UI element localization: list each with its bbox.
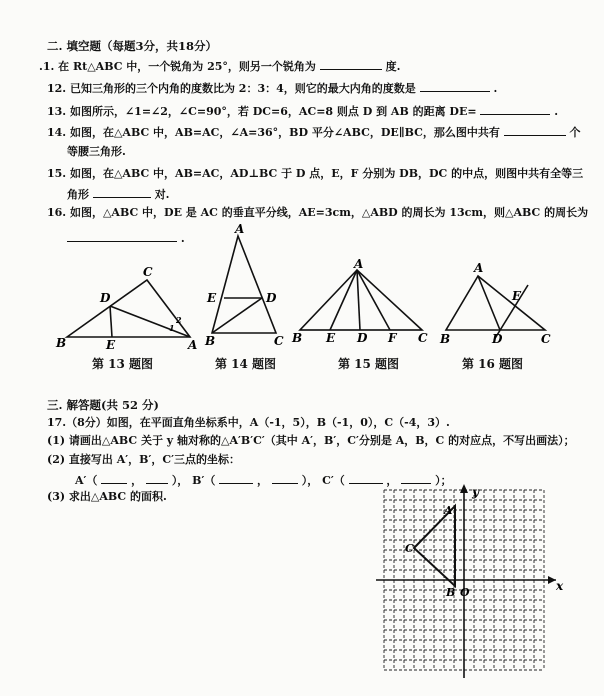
c-prime-open: C′（ [322,474,345,487]
y-axis-label: y [472,485,479,499]
section-2-heading: 二. 填空题（每题3分，共18分） [47,39,218,53]
grid-label-o: O [460,586,470,599]
section-3-heading: 三. 解答题(共 52 分) [47,398,159,412]
figure-15 [300,270,422,330]
q17-part3: (3) 求出△ABC 的面积. [47,490,167,503]
figure-13-caption: 第 13 题图 [92,357,154,371]
b-prime-y-blank[interactable] [272,472,298,484]
f15-label-f: F [388,331,397,345]
q17-intro: 17.（8分）如图，在平面直角坐标系中，A（-1，5），B（-1，0），C（-4，3）. [47,416,450,429]
f15-label-c: C [418,331,428,345]
f15-label-a: A [354,257,364,271]
c-prime-end: ）； [435,474,452,487]
b-prime-open: B′（ [192,474,216,487]
x-axis-label: x [556,579,564,593]
f16-label-c: C [541,332,551,346]
figure-15-caption: 第 15 题图 [338,357,400,371]
f16-label-d: D [492,332,503,346]
f16-label-b: B [440,332,451,346]
q12-end: . [493,82,498,95]
figure-16 [446,276,545,340]
figure-14-caption: 第 14 题图 [215,357,277,371]
f13-label-e: E [106,338,116,352]
f15-label-d: D [357,331,368,345]
q14-continuation: 等腰三角形. [67,145,126,158]
question-15: 15. 如图，在△ABC 中，AB=AC，AD⊥BC 于 D 点，E，F 分别为 DB，DC 的中点，则图中共有全等三 [47,167,584,180]
q16-end: . [180,232,185,245]
f16-label-e: E [512,289,522,303]
grid-label-b: B [446,586,456,599]
q14-unit: 个 [569,126,581,139]
b-prime-close: ）， [301,474,319,487]
q13-text: 13. 如图所示，∠1=∠2，∠C=90°，若 DC=6，AC=8 则点 D 到 AB 的距离 DE= [47,105,477,118]
f13-label-1: 1 [169,323,175,333]
f14-label-d: D [266,291,277,305]
grid-label-a: A [444,504,453,517]
triangle-abc [414,506,455,586]
q11-text: .1. 在 Rt△ABC 中，一个锐角为 25°，则另一个锐角为 [39,60,316,73]
a-prime-y-blank[interactable] [146,472,168,484]
f14-label-c: C [274,334,284,348]
f13-label-b: B [56,336,67,350]
a-prime-sep: ， [131,474,143,487]
coordinate-grid [370,478,570,688]
question-16: 16. 如图，△ABC 中，DE 是 AC 的垂直平分线，AE=3cm，△ABD 的周长为 13cm，则△ABC 的周长为 [47,206,589,219]
f13-label-c: C [143,265,153,279]
b-prime-sep: ， [257,474,269,487]
grid-label-c: C [405,542,414,555]
f13-label-2: 2 [176,315,182,325]
x-axis-arrow-icon [548,576,556,584]
figure-14 [212,236,276,333]
c-prime-sep: ， [386,474,398,487]
a-prime-x-blank[interactable] [101,472,127,484]
q17-part1: (1) 请画出△ABC 关于 y 轴对称的△A′B′C′（其中 A′，B′，C′分别是 A，B，C 的对应点，不写出画法）； [47,434,575,447]
q14-text: 14. 如图，在△ABC 中，AB=AC，∠A=36°，BD 平分∠ABC，DE∥BC，那么图中共有 [47,126,500,139]
a-prime-open: A′（ [75,474,98,487]
q13-end: . [554,105,559,118]
q17-part2: (2) 直接写出 A′，B′，C′三点的坐标： [47,453,241,466]
y-axis-arrow-icon [460,484,468,493]
figure-16-caption: 第 16 题图 [462,357,524,371]
f15-label-e: E [326,331,336,345]
q11-unit: 度. [385,60,401,73]
f14-label-a: A [235,222,245,236]
f16-label-a: A [474,261,484,275]
f14-label-e: E [207,291,217,305]
q15-text: 角形 [67,188,89,201]
f15-label-b: B [292,331,303,345]
q12-text: 12. 已知三角形的三个内角的度数比为 2：3：4，则它的最大内角的度数是 [47,82,416,95]
f13-label-a: A [188,338,198,352]
f13-label-d: D [100,291,111,305]
b-prime-x-blank[interactable] [219,472,253,484]
a-prime-close: ）， [171,474,189,487]
f14-label-b: B [205,334,216,348]
q15-unit: 对. [154,188,170,201]
